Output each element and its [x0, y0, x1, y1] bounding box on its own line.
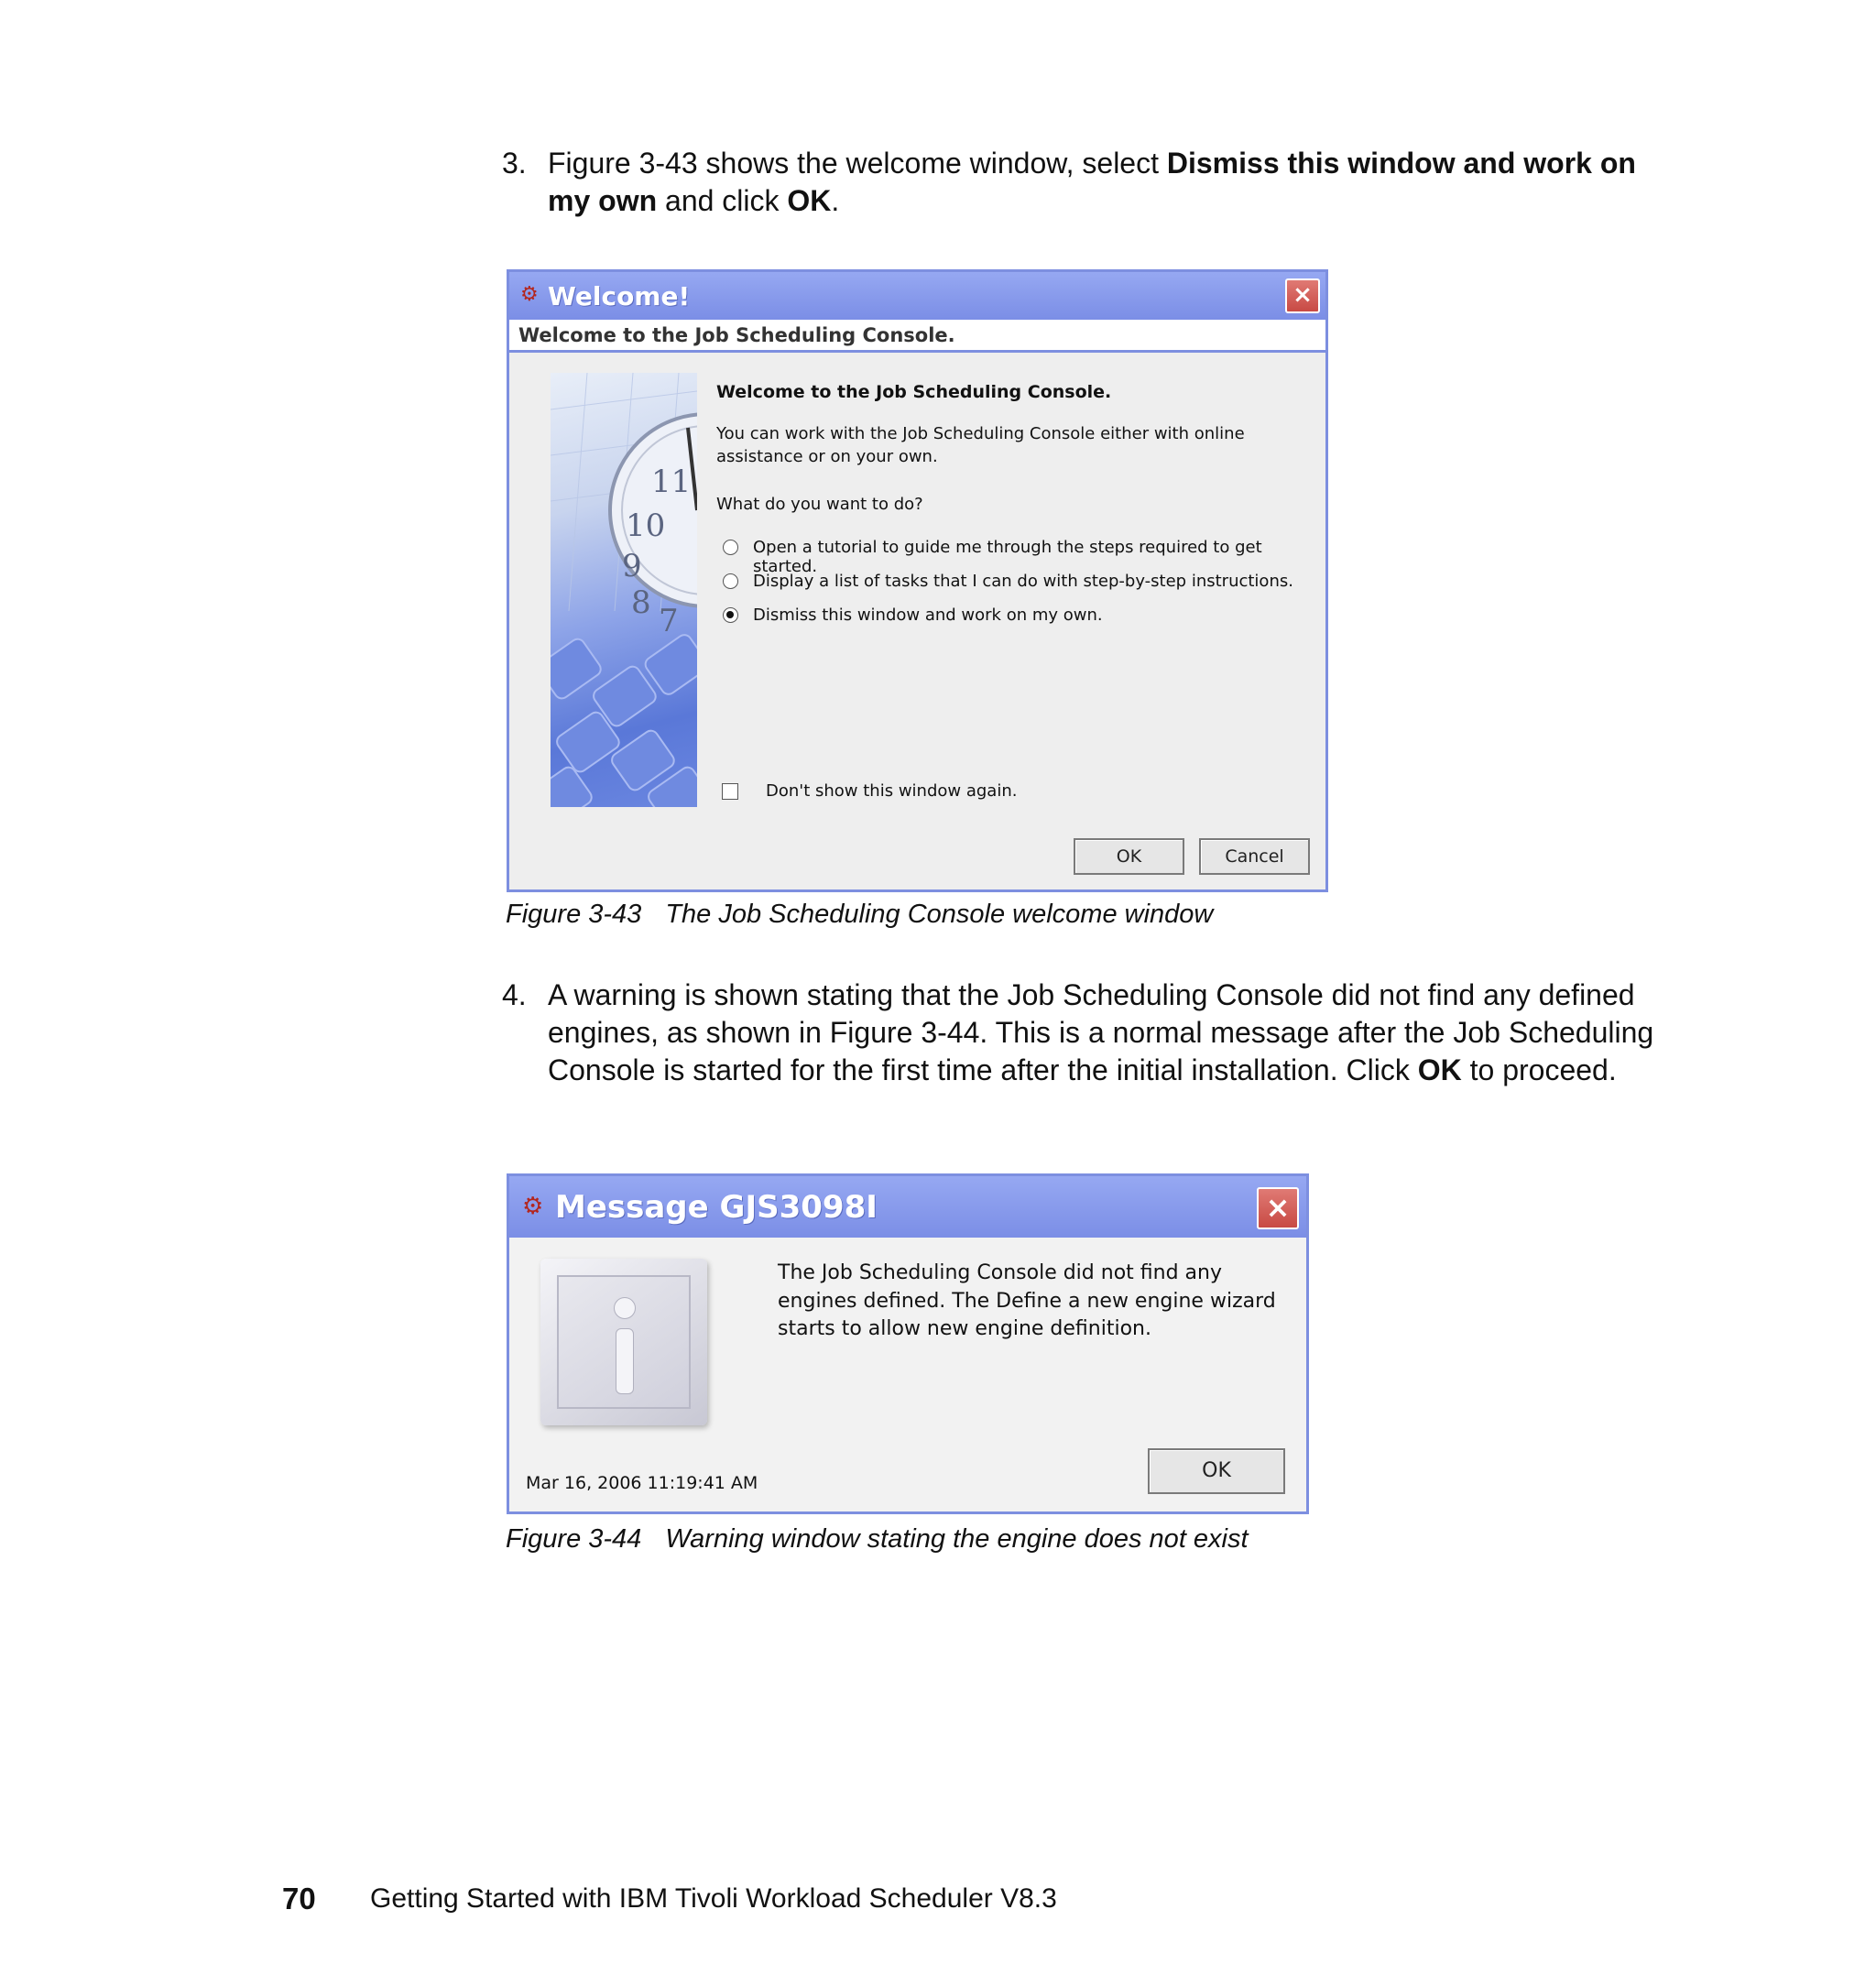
figure-caption-3-44 — [506, 1524, 1249, 1555]
clock-keyboard-image — [551, 373, 697, 807]
svg-text:8: 8 — [631, 584, 651, 621]
message-dialog — [507, 1173, 1309, 1514]
welcome-subheader: Welcome to the Job Scheduling Console. — [518, 324, 955, 346]
figure-caption-3-43 — [506, 900, 1213, 930]
svg-text:10: 10 — [626, 507, 666, 544]
figure-number: Figure 3-43 — [506, 900, 642, 929]
radio-task-list[interactable] — [723, 573, 738, 589]
cancel-button[interactable]: Cancel — [1199, 838, 1310, 875]
close-button[interactable] — [1285, 278, 1320, 313]
close-button[interactable] — [1257, 1187, 1299, 1229]
message-titlebar — [509, 1176, 1306, 1238]
radio-task-list-label[interactable]: Display a list of tasks that I can do with step-by-step instructions. — [753, 572, 1293, 591]
svg-text:11: 11 — [651, 464, 692, 500]
message-title: Message GJS3098I — [555, 1189, 878, 1226]
radio-dismiss-label[interactable]: Dismiss this window and work on my own. — [753, 606, 1103, 625]
message-timestamp: Mar 16, 2006 11:19:41 AM — [526, 1473, 758, 1493]
step-text: A warning is shown stating that the Job Scheduling Console did not find any defined engines, as shown in Figure 3-44. This is a normal message after the Job Scheduling Console is started for the first time after the initial installation. Click OK to proceed. — [548, 978, 1654, 1086]
dont-show-checkbox[interactable] — [722, 783, 738, 800]
message-line-1: The Job Scheduling Console did not find any — [778, 1261, 1222, 1284]
book-title: Getting Started with IBM Tivoli Workload Scheduler V8.3 — [370, 1883, 1057, 1914]
message-line-3: starts to allow new engine definition. — [778, 1317, 1151, 1340]
welcome-illustration — [551, 373, 697, 807]
page-number: 70 — [282, 1882, 316, 1915]
welcome-intro-line-1: You can work with the Job Scheduling Console either with online — [716, 424, 1245, 443]
welcome-title: Welcome! — [548, 281, 691, 311]
app-icon: ⚙ — [520, 283, 539, 306]
step-text: Figure 3-43 shows the welcome window, select Dismiss this window and work on my own and click OK. — [548, 147, 1636, 217]
close-icon: × — [1292, 281, 1313, 309]
step-number: 4. — [502, 978, 527, 1011]
info-icon — [540, 1259, 707, 1425]
radio-tutorial-label[interactable]: Open a tutorial to guide me through the steps required to get started. — [753, 538, 1262, 576]
welcome-titlebar — [509, 272, 1325, 320]
radio-dismiss[interactable] — [723, 607, 738, 623]
figure-number: Figure 3-44 — [506, 1524, 642, 1554]
svg-text:7: 7 — [659, 603, 679, 639]
figure-caption-text: Warning window stating the engine does not exist — [665, 1524, 1249, 1554]
figure-caption-text: The Job Scheduling Console welcome window — [665, 900, 1214, 929]
welcome-heading: Welcome to the Job Scheduling Console. — [716, 382, 1112, 402]
welcome-question: What do you want to do? — [716, 495, 923, 514]
welcome-dialog — [507, 269, 1328, 892]
dont-show-label[interactable]: Don't show this window again. — [766, 781, 1018, 801]
app-icon: ⚙ — [522, 1193, 544, 1220]
step-number: 3. — [502, 147, 527, 180]
welcome-intro-line-2: assistance or on your own. — [716, 447, 938, 466]
svg-text:9: 9 — [622, 548, 642, 584]
message-line-2: engines defined. The Define a new engine wizard — [778, 1290, 1276, 1313]
radio-tutorial[interactable] — [723, 540, 738, 555]
ok-button[interactable]: OK — [1148, 1448, 1285, 1494]
welcome-subheader-bar — [509, 320, 1325, 353]
close-icon: × — [1265, 1190, 1291, 1225]
ok-button[interactable]: OK — [1074, 838, 1184, 875]
